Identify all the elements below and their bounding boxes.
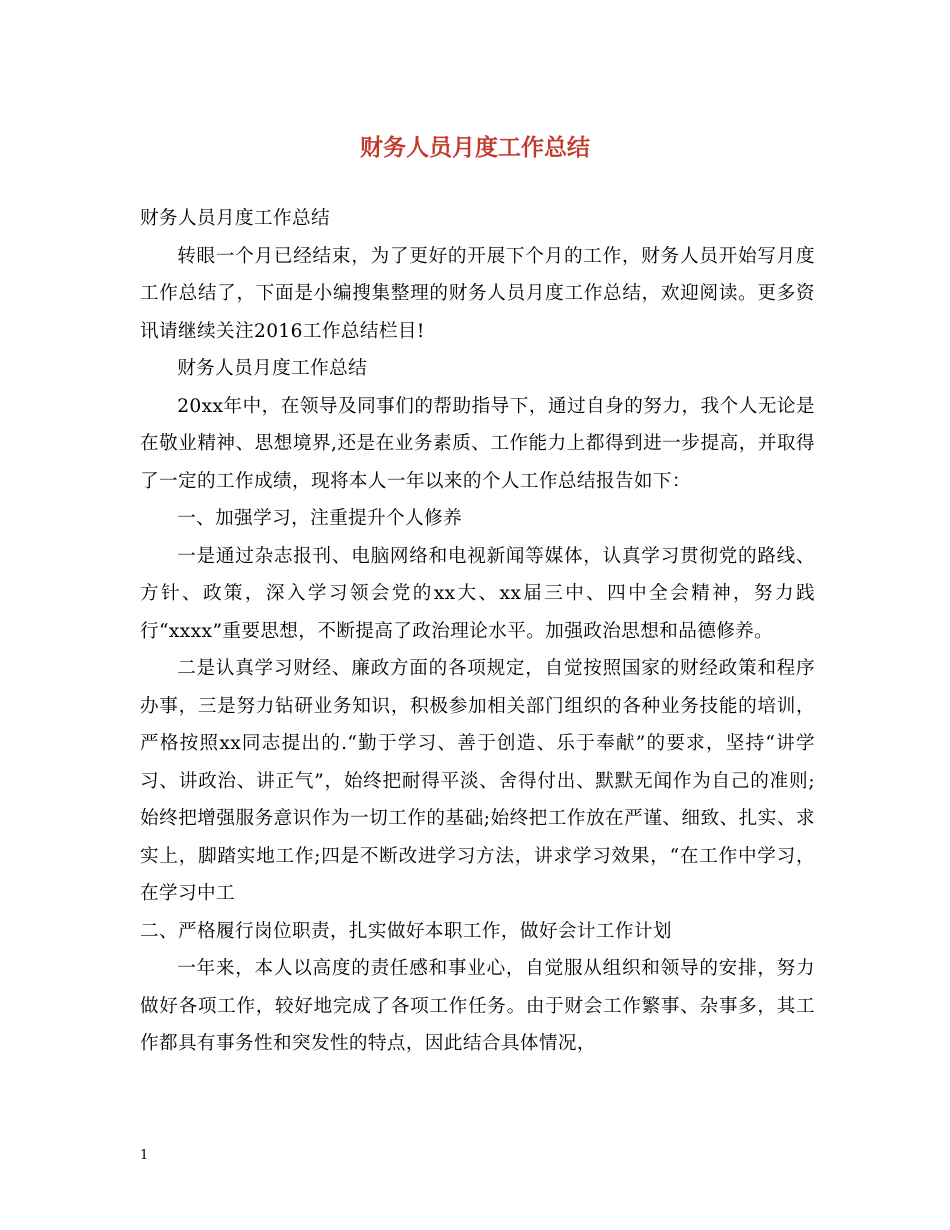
page-number: 1	[140, 1148, 149, 1163]
section-heading-1: 一、加强学习，注重提升个人修养	[177, 508, 463, 529]
paragraph-study-2: 二是认真学习财经、廉政方面的各项规定，自觉按照国家的财经政策和程序办事，三是努力钻研业务知识，积极参加相关部门组织的各种业务技能的培训，严格按照xx同志提出的.“勤于学习、善于创造、乐于奉献”的要求，坚持“讲学习、讲政治、讲正气”，始终把耐得平淡、舍得付出、默默无闻作为自己的准则;始终把增强服务意识作为一切工作的基础;始终把工作放在严谨、细致、扎实、求实上，脚踏实地工作;四是不断改进学习方法，讲求学习效果，“在工作中学习，在学习中工	[140, 658, 815, 904]
paragraph-duties: 一年来，本人以高度的责任感和事业心，自觉服从组织和领导的安排，努力做好各项工作，较好地完成了各项工作任务。由于财会工作繁事、杂事多，其工作都具有事务性和突发性的特点，因此结合具体情况，	[140, 958, 815, 1054]
paragraph-subheading: 财务人员月度工作总结	[177, 358, 368, 379]
document-title: 财务人员月度工作总结	[360, 134, 590, 161]
paragraph-study-1: 一是通过杂志报刊、电脑网络和电视新闻等媒体，认真学习贯彻党的路线、方针、政策，深入学习领会党的xx大、xx届三中、四中全会精神，努力践行“xxxx”重要思想，不断提高了政治理论水平。加强政治思想和品德修养。	[140, 545, 815, 642]
paragraph-intro: 转眼一个月已经结束，为了更好的开展下个月的工作，财务人员开始写月度工作总结了，下面是小编搜集整理的财务人员月度工作总结，欢迎阅读。更多资讯请继续关注2016工作总结栏目!	[140, 245, 815, 342]
paragraph-overview: 20xx年中，在领导及同事们的帮助指导下，通过自身的努力，我个人无论是在敬业精神、思想境界,还是在业务素质、工作能力上都得到进一步提高，并取得了一定的工作成绩，现将本人一年以来的个人工作总结报告如下：	[140, 395, 815, 492]
document-body	[140, 200, 815, 1063]
paragraph-heading: 财务人员月度工作总结	[140, 208, 330, 229]
section-heading-2: 二、严格履行岗位职责，扎实做好本职工作，做好会计工作计划	[140, 920, 672, 942]
